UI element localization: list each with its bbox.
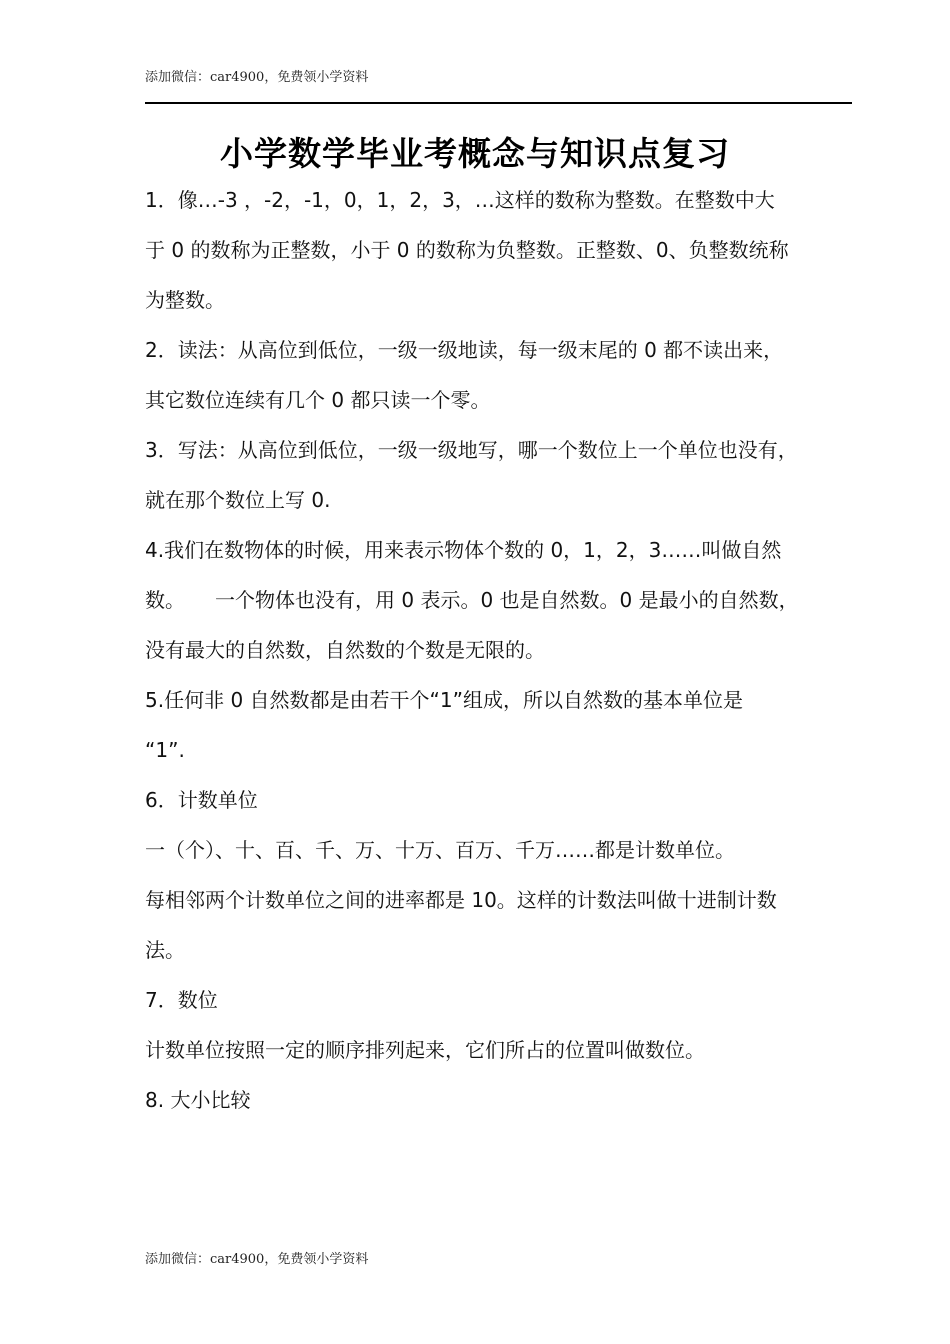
body-line: 每相邻两个计数单位之间的进率都是 10。这样的计数法叫做十进制计数 [145,888,777,912]
body-line: 2．读法：从高位到低位，一级一级地读，每一级末尾的 0 都不读出来， [145,338,784,362]
section-heading: 8. 大小比较 [145,1088,251,1112]
body-line: 法。 [145,938,185,962]
body-line: 数。 一个物体也没有，用 0 表示。0 也是自然数。0 是最小的自然数， [145,588,799,612]
body-line: 3．写法：从高位到低位，一级一级地写，哪一个数位上一个单位也没有， [145,438,798,462]
body-line: 一（个）、十、百、千、万、十万、百万、千万……都是计数单位。 [145,838,735,862]
body-line: 没有最大的自然数，自然数的个数是无限的。 [145,638,545,662]
body-line: 为整数。 [145,288,225,312]
body-line: 4.我们在数物体的时候，用来表示物体个数的 0，1，2，3……叫做自然 [145,538,782,562]
document-title: 小学数学毕业考概念与知识点复习 [220,134,730,173]
body-line: 于 0 的数称为正整数，小于 0 的数称为负整数。正整数、0、负整数统称 [145,238,789,262]
header-note: 添加微信：car4900，免费领小学资料 [145,70,369,85]
body-line: 其它数位连续有几个 0 都只读一个零。 [145,388,491,412]
body-line: 1．像…-3 ，-2，-1，0，1，2，3，…这样的数称为整数。在整数中大 [145,188,775,212]
body-line: “1”. [145,738,185,762]
footer-note: 添加微信：car4900，免费领小学资料 [145,1252,369,1267]
section-heading: 7．数位 [145,988,218,1012]
document-body [145,183,875,1133]
body-line: 就在那个数位上写 0. [145,488,331,512]
body-line: 计数单位按照一定的顺序排列起来，它们所占的位置叫做数位。 [145,1038,705,1062]
section-heading: 6．计数单位 [145,788,258,812]
body-line: 5.任何非 0 自然数都是由若干个“1”组成，所以自然数的基本单位是 [145,688,743,712]
header-divider [145,102,852,104]
